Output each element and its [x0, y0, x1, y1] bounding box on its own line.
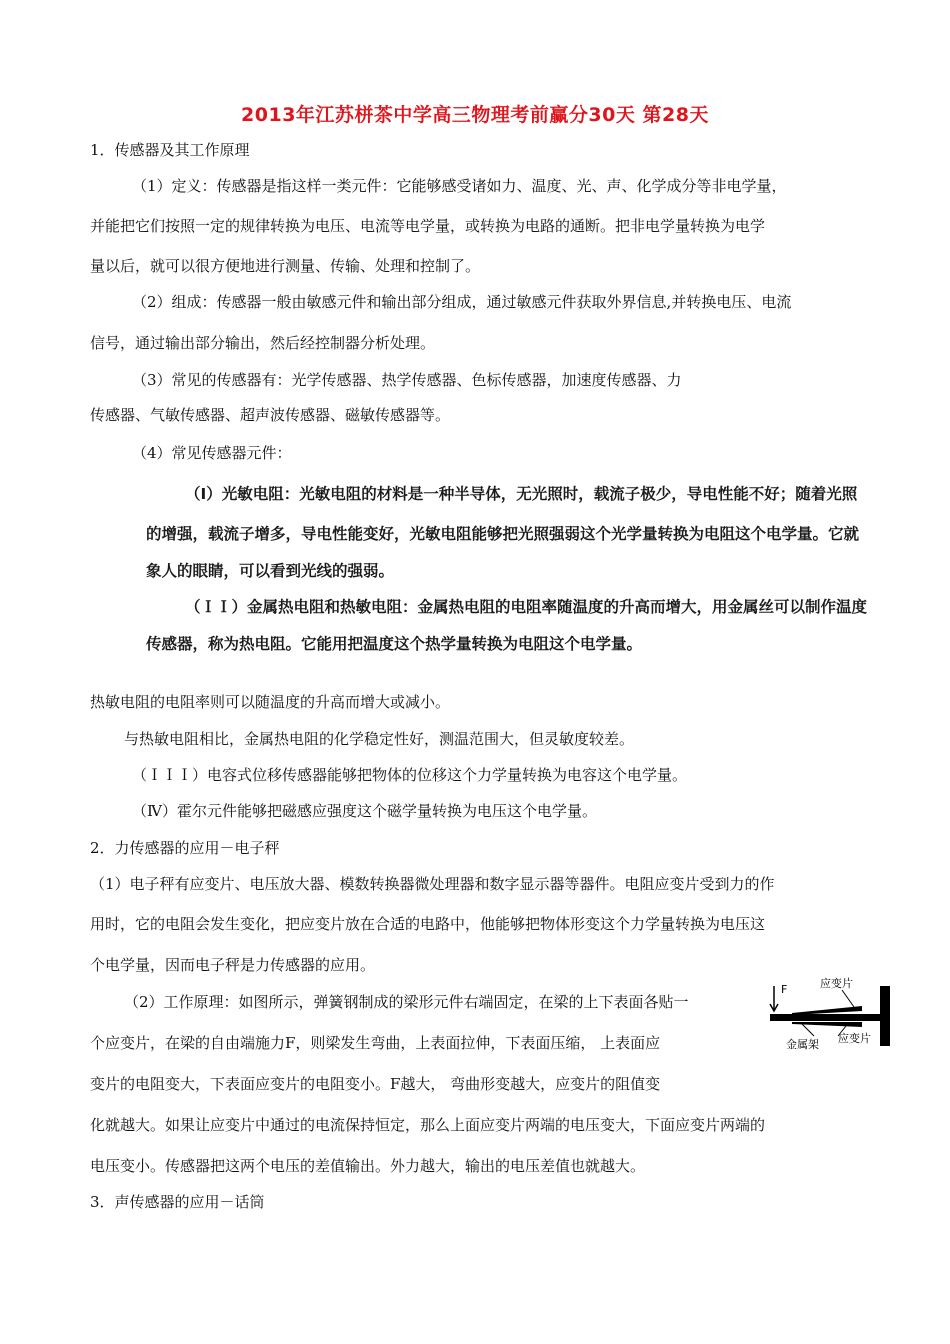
text-line: 个电学量，因而电子秤是力传感器的应用。 — [90, 956, 376, 974]
text-line: 变片的电阻变大，下表面应变片的电阻变小。F越大， 弯曲形变越大，应变片的阻值变 — [90, 1075, 661, 1093]
text-line-bold: 象人的眼睛，可以看到光线的强弱。 — [146, 562, 395, 580]
text-line: 热敏电阻的电阻率则可以随温度的升高而增大或减小。 — [90, 693, 451, 711]
text-line: （4）常见传感器元件： — [132, 444, 292, 462]
bottom-gauge-label: 应变片 — [838, 1032, 871, 1045]
text-line: 电压变小。传感器把这两个电压的差值输出。外力越大，输出的电压差值也就越大。 — [90, 1157, 646, 1175]
text-line: （1）电子秤有应变片、电压放大器、模数转换器微处理器和数字显示器等器件。电阻应变片受到力的作 — [90, 875, 775, 893]
text-line: （ＩＩＩ）电容式位移传感器能够把物体的位移这个力学量转换为电容这个电学量。 — [132, 766, 688, 784]
text-line: 用时，它的电阻会发生变化，把应变片放在合适的电路中，他能够把物体形变这个力学量转换为电压这 — [90, 915, 766, 933]
text-line: （2）工作原理：如图所示，弹簧钢制成的梁形元件右端固定，在梁的上下表面各贴一 — [124, 993, 689, 1011]
text-line: （1）定义：传感器是指这样一类元件：它能够感受诸如力、温度、光、声、化学成分等非电学量， — [132, 177, 787, 195]
text-line: （Ⅳ）霍尔元件能够把磁感应强度这个磁学量转换为电压这个电学量。 — [132, 802, 597, 820]
text-line: 与热敏电阻相比，金属热电阻的化学稳定性好，测温范围大，但灵敏度较差。 — [124, 730, 635, 748]
beam — [770, 1014, 882, 1021]
text-line: 传感器、气敏传感器、超声波传感器、磁敏传感器等。 — [90, 406, 451, 424]
section-heading-3: 3．声传感器的应用－话筒 — [90, 1193, 265, 1211]
top-strain-gauge — [792, 1006, 862, 1015]
text-line: （3）常见的传感器有：光学传感器、热学传感器、色标传感器，加速度传感器、力 — [132, 371, 682, 389]
page-title: 2013年江苏栟茶中学高三物理考前赢分30天 第28天 — [241, 104, 709, 126]
force-label: F — [781, 983, 788, 996]
section-heading-2: 2．力传感器的应用－电子秤 — [90, 839, 280, 857]
text-line: 并能把它们按照一定的规律转换为电压、电流等电学量，或转换为电路的通断。把非电学量转换为电学 — [90, 217, 766, 235]
section-heading-1: 1．传感器及其工作原理 — [90, 141, 250, 159]
text-line: 量以后，就可以很方便地进行测量、传输、处理和控制了。 — [90, 257, 481, 275]
text-line: 化就越大。如果让应变片中通过的电流保持恒定，那么上面应变片两端的电压变大，下面应变片两端的 — [90, 1116, 766, 1134]
strain-gauge-beam-figure — [762, 976, 896, 1056]
text-line-bold: 传感器，称为热电阻。它能用把温度这个热学量转换为电阻这个电学量。 — [146, 635, 643, 653]
text-line: （2）组成：传感器一般由敏感元件和输出部分组成，通过敏感元件获取外界信息,并转换电压、电流 — [132, 293, 792, 311]
text-line: 个应变片，在梁的自由端施力F，则梁发生弯曲，上表面拉伸，下表面压缩， 上表面应 — [90, 1034, 661, 1052]
frame-label: 金属架 — [786, 1038, 819, 1051]
text-line: 信号，通过输出部分输出，然后经控制器分析处理。 — [90, 334, 436, 352]
text-line-bold: （ＩＩ）金属热电阻和热敏电阻：金属热电阻的电阻率随温度的升高而增大，用金属丝可以制作温度 — [185, 598, 868, 616]
text-line-bold: （Ⅰ）光敏电阻：光敏电阻的材料是一种半导体，无光照时，载流子极少，导电性能不好；随着光照 — [185, 485, 858, 503]
top-gauge-label: 应变片 — [820, 977, 853, 990]
text-line-bold: 的增强，载流子增多，导电性能变好，光敏电阻能够把光照强弱这个光学量转换为电阻这个电学量。它就 — [146, 525, 860, 543]
